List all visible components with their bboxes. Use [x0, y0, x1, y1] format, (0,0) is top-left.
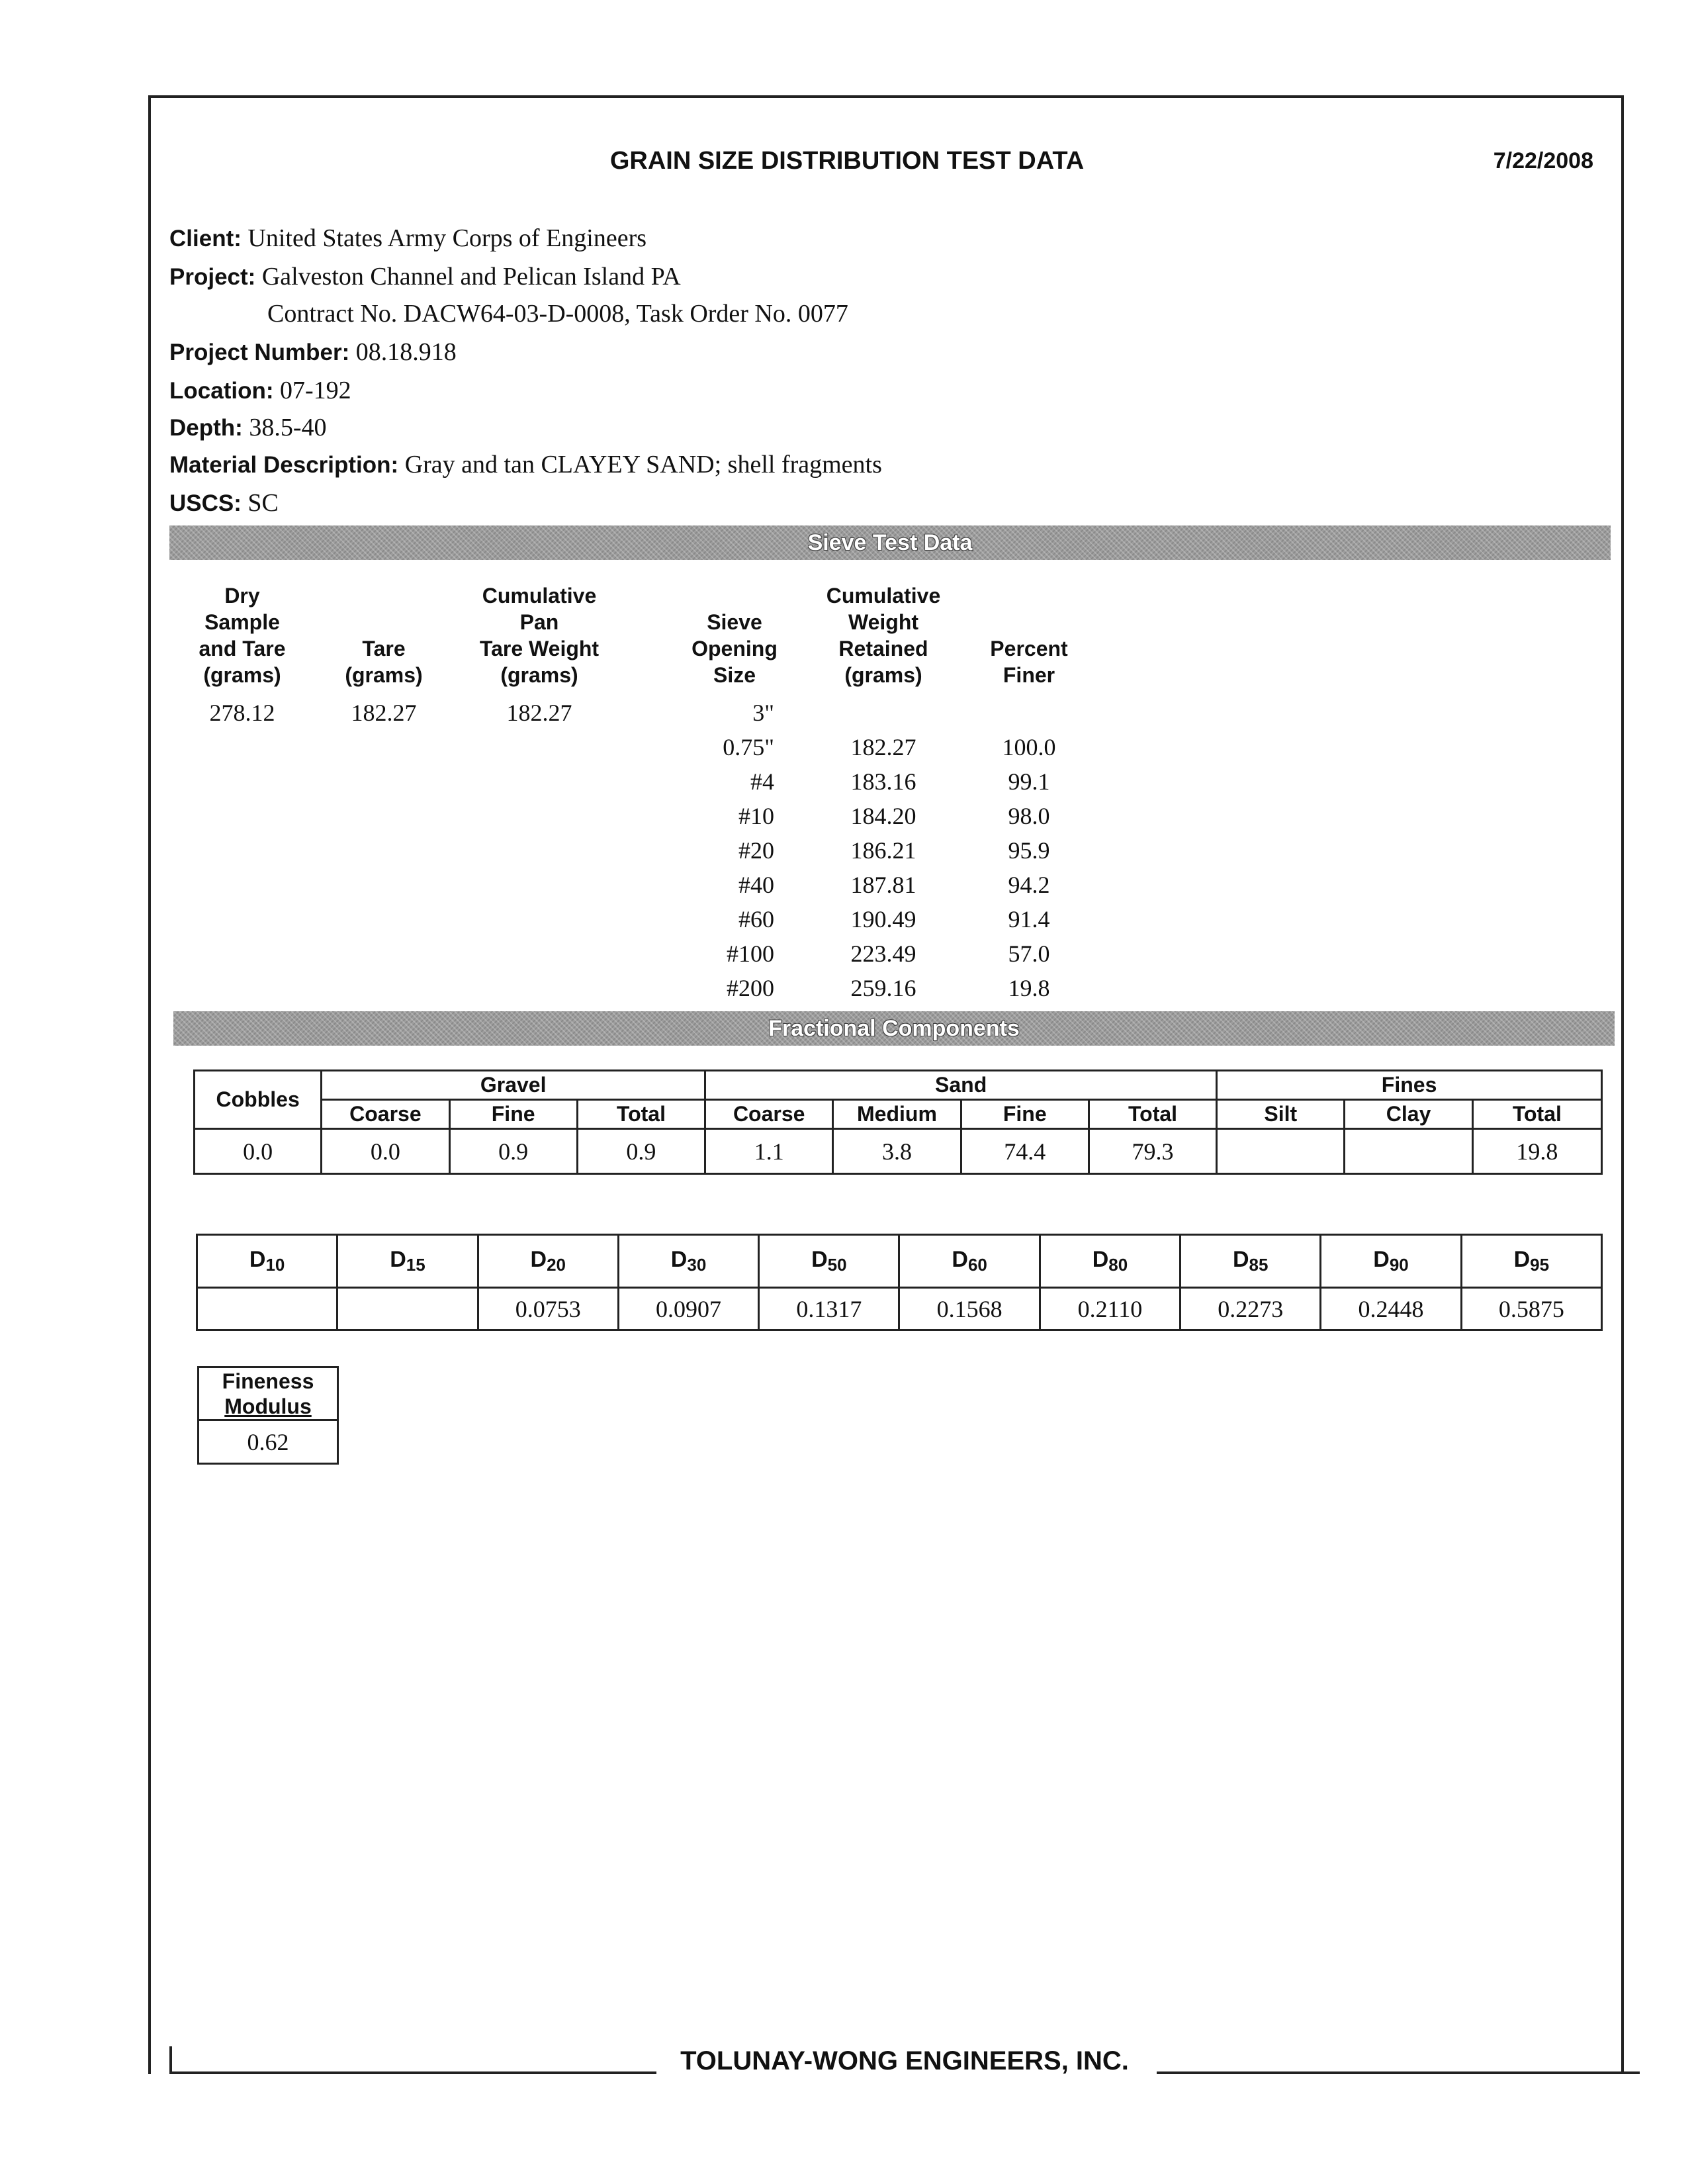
gravel-coarse-header: Coarse — [322, 1100, 449, 1129]
cobbles-value: 0.0 — [195, 1129, 322, 1174]
sieve-retained: 186.21 — [850, 837, 916, 864]
project-value: Galveston Channel and Pelican Island PA — [261, 263, 681, 291]
silt-header: Silt — [1217, 1100, 1345, 1129]
d90-value: 0.2448 — [1321, 1288, 1461, 1330]
material-label: Material Description: — [169, 452, 399, 478]
sieve-size: #4 — [750, 768, 774, 795]
clay-value — [1345, 1129, 1472, 1174]
header-cumulative-weight-retained: Cumulative Weight Retained (grams) — [826, 584, 941, 687]
gravel-coarse-value: 0.0 — [322, 1129, 449, 1174]
sand-medium-header: Medium — [833, 1100, 961, 1129]
sand-header: Sand — [705, 1071, 1217, 1100]
project-number-line — [169, 338, 457, 367]
gravel-fine-value: 0.9 — [449, 1129, 577, 1174]
tare-value: 182.27 — [351, 700, 417, 726]
sieve-test-data-band: Sieve Test Data — [169, 525, 1611, 560]
project-number-value: 08.18.918 — [355, 338, 457, 366]
sieve-size: #60 — [738, 906, 774, 933]
sand-total-header: Total — [1089, 1100, 1216, 1129]
sand-coarse-header: Coarse — [705, 1100, 833, 1129]
material-value: Gray and tan CLAYEY SAND; shell fragments — [404, 451, 882, 478]
clay-header: Clay — [1345, 1100, 1472, 1129]
d90-header: $D_{90}$ — [1321, 1235, 1461, 1288]
sand-total-value: 79.3 — [1089, 1129, 1216, 1174]
fractional-components-band: Fractional Components — [173, 1011, 1615, 1046]
d30-value: 0.0907 — [618, 1288, 758, 1330]
report-date: 7/22/2008 — [1493, 148, 1593, 173]
d30-header: $D_{30}$ — [618, 1235, 758, 1288]
project-label: Project: — [169, 264, 256, 290]
sieve-size: 0.75" — [723, 734, 774, 760]
client-line — [169, 224, 646, 253]
d15-value — [337, 1288, 478, 1330]
footer — [169, 2046, 1640, 2086]
header-pan-tare-weight: Cumulative Pan Tare Weight (grams) — [479, 584, 600, 687]
dry-sample-value: 278.12 — [209, 700, 275, 726]
uscs-line — [169, 488, 279, 518]
project-line — [169, 262, 681, 291]
footer-rule-right — [1157, 2071, 1640, 2074]
sieve-finer: 57.0 — [1008, 940, 1050, 967]
sieve-size: 3" — [752, 700, 774, 726]
sieve-size: #40 — [738, 872, 774, 898]
uscs-label: USCS: — [169, 490, 242, 516]
d50-header: $D_{50}$ — [759, 1235, 899, 1288]
d80-header: $D_{80}$ — [1040, 1235, 1180, 1288]
pan-tare-value: 182.27 — [506, 700, 572, 726]
sieve-retained: 259.16 — [850, 975, 916, 1001]
uscs-value: SC — [247, 489, 279, 517]
client-value: United States Army Corps of Engineers — [247, 224, 647, 252]
material-line — [169, 450, 882, 479]
d60-header: $D_{60}$ — [899, 1235, 1040, 1288]
sieve-size: #100 — [727, 940, 774, 967]
gravel-total-header: Total — [577, 1100, 705, 1129]
d15-header: $D_{15}$ — [337, 1235, 478, 1288]
silt-value — [1217, 1129, 1345, 1174]
fines-total-value: 19.8 — [1472, 1129, 1601, 1174]
sieve-size: #200 — [727, 975, 774, 1001]
fractional-components-table — [193, 1069, 1603, 1175]
d85-header: $D_{85}$ — [1181, 1235, 1321, 1288]
sieve-retained: 184.20 — [850, 803, 916, 829]
fineness-modulus-value: 0.62 — [199, 1420, 338, 1464]
sieve-retained: 182.27 — [850, 734, 916, 760]
client-label: Client: — [169, 226, 242, 251]
header-dry-sample: Dry Sample and Tare (grams) — [199, 584, 286, 687]
table-row — [197, 1288, 1602, 1330]
depth-label: Depth: — [169, 415, 243, 441]
sieve-finer: 19.8 — [1008, 975, 1050, 1001]
sand-medium-value: 3.8 — [833, 1129, 961, 1174]
sieve-retained: 190.49 — [850, 906, 916, 933]
sieve-retained: 223.49 — [850, 940, 916, 967]
sieve-finer: 95.9 — [1008, 837, 1050, 864]
fineness-modulus-table — [197, 1366, 339, 1465]
sieve-retained: 183.16 — [850, 768, 916, 795]
fineness-modulus-header: Fineness Modulus — [199, 1367, 338, 1420]
d95-header: $D_{95}$ — [1461, 1235, 1601, 1288]
sieve-finer: 91.4 — [1008, 906, 1050, 933]
sieve-finer: 99.1 — [1008, 768, 1050, 795]
sand-fine-value: 74.4 — [961, 1129, 1089, 1174]
d10-value — [197, 1288, 337, 1330]
sieve-finer: 98.0 — [1008, 803, 1050, 829]
sand-coarse-value: 1.1 — [705, 1129, 833, 1174]
sieve-retained: 187.81 — [850, 872, 916, 898]
d60-value: 0.1568 — [899, 1288, 1040, 1330]
d85-value: 0.2273 — [1181, 1288, 1321, 1330]
sieve-size: #10 — [738, 803, 774, 829]
sieve-finer: 94.2 — [1008, 872, 1050, 898]
header-percent-finer: Percent Finer — [990, 637, 1068, 687]
d20-value: 0.0753 — [478, 1288, 618, 1330]
company-name: TOLUNAY-WONG ENGINEERS, INC. — [680, 2046, 1129, 2075]
sieve-size: #20 — [738, 837, 774, 864]
sand-fine-header: Fine — [961, 1100, 1089, 1129]
contract-line: Contract No. DACW64-03-D-0008, Task Order No. 0077 — [267, 300, 848, 328]
sieve-finer: 100.0 — [1002, 734, 1056, 760]
location-label: Location: — [169, 378, 274, 404]
d50-value: 0.1317 — [759, 1288, 899, 1330]
gravel-total-value: 0.9 — [577, 1129, 705, 1174]
gravel-header: Gravel — [322, 1071, 705, 1100]
depth-line — [169, 413, 326, 442]
gravel-fine-header: Fine — [449, 1100, 577, 1129]
fines-header: Fines — [1217, 1071, 1602, 1100]
depth-value: 38.5-40 — [249, 414, 327, 441]
d95-value: 0.5875 — [1461, 1288, 1601, 1330]
d10-header: $D_{10}$ — [197, 1235, 337, 1288]
table-row — [195, 1129, 1602, 1174]
d-values-table — [196, 1234, 1603, 1331]
d20-header: $D_{20}$ — [478, 1235, 618, 1288]
location-value: 07-192 — [279, 377, 351, 404]
fines-total-header: Total — [1472, 1100, 1601, 1129]
location-line — [169, 376, 351, 405]
header-sieve-opening-size: Sieve Opening Size — [691, 610, 778, 687]
cobbles-header: Cobbles — [195, 1071, 322, 1129]
header-tare: Tare (grams) — [345, 637, 423, 687]
page-title: GRAIN SIZE DISTRIBUTION TEST DATA — [609, 147, 1085, 175]
project-number-label: Project Number: — [169, 340, 350, 365]
d80-value: 0.2110 — [1040, 1288, 1180, 1330]
